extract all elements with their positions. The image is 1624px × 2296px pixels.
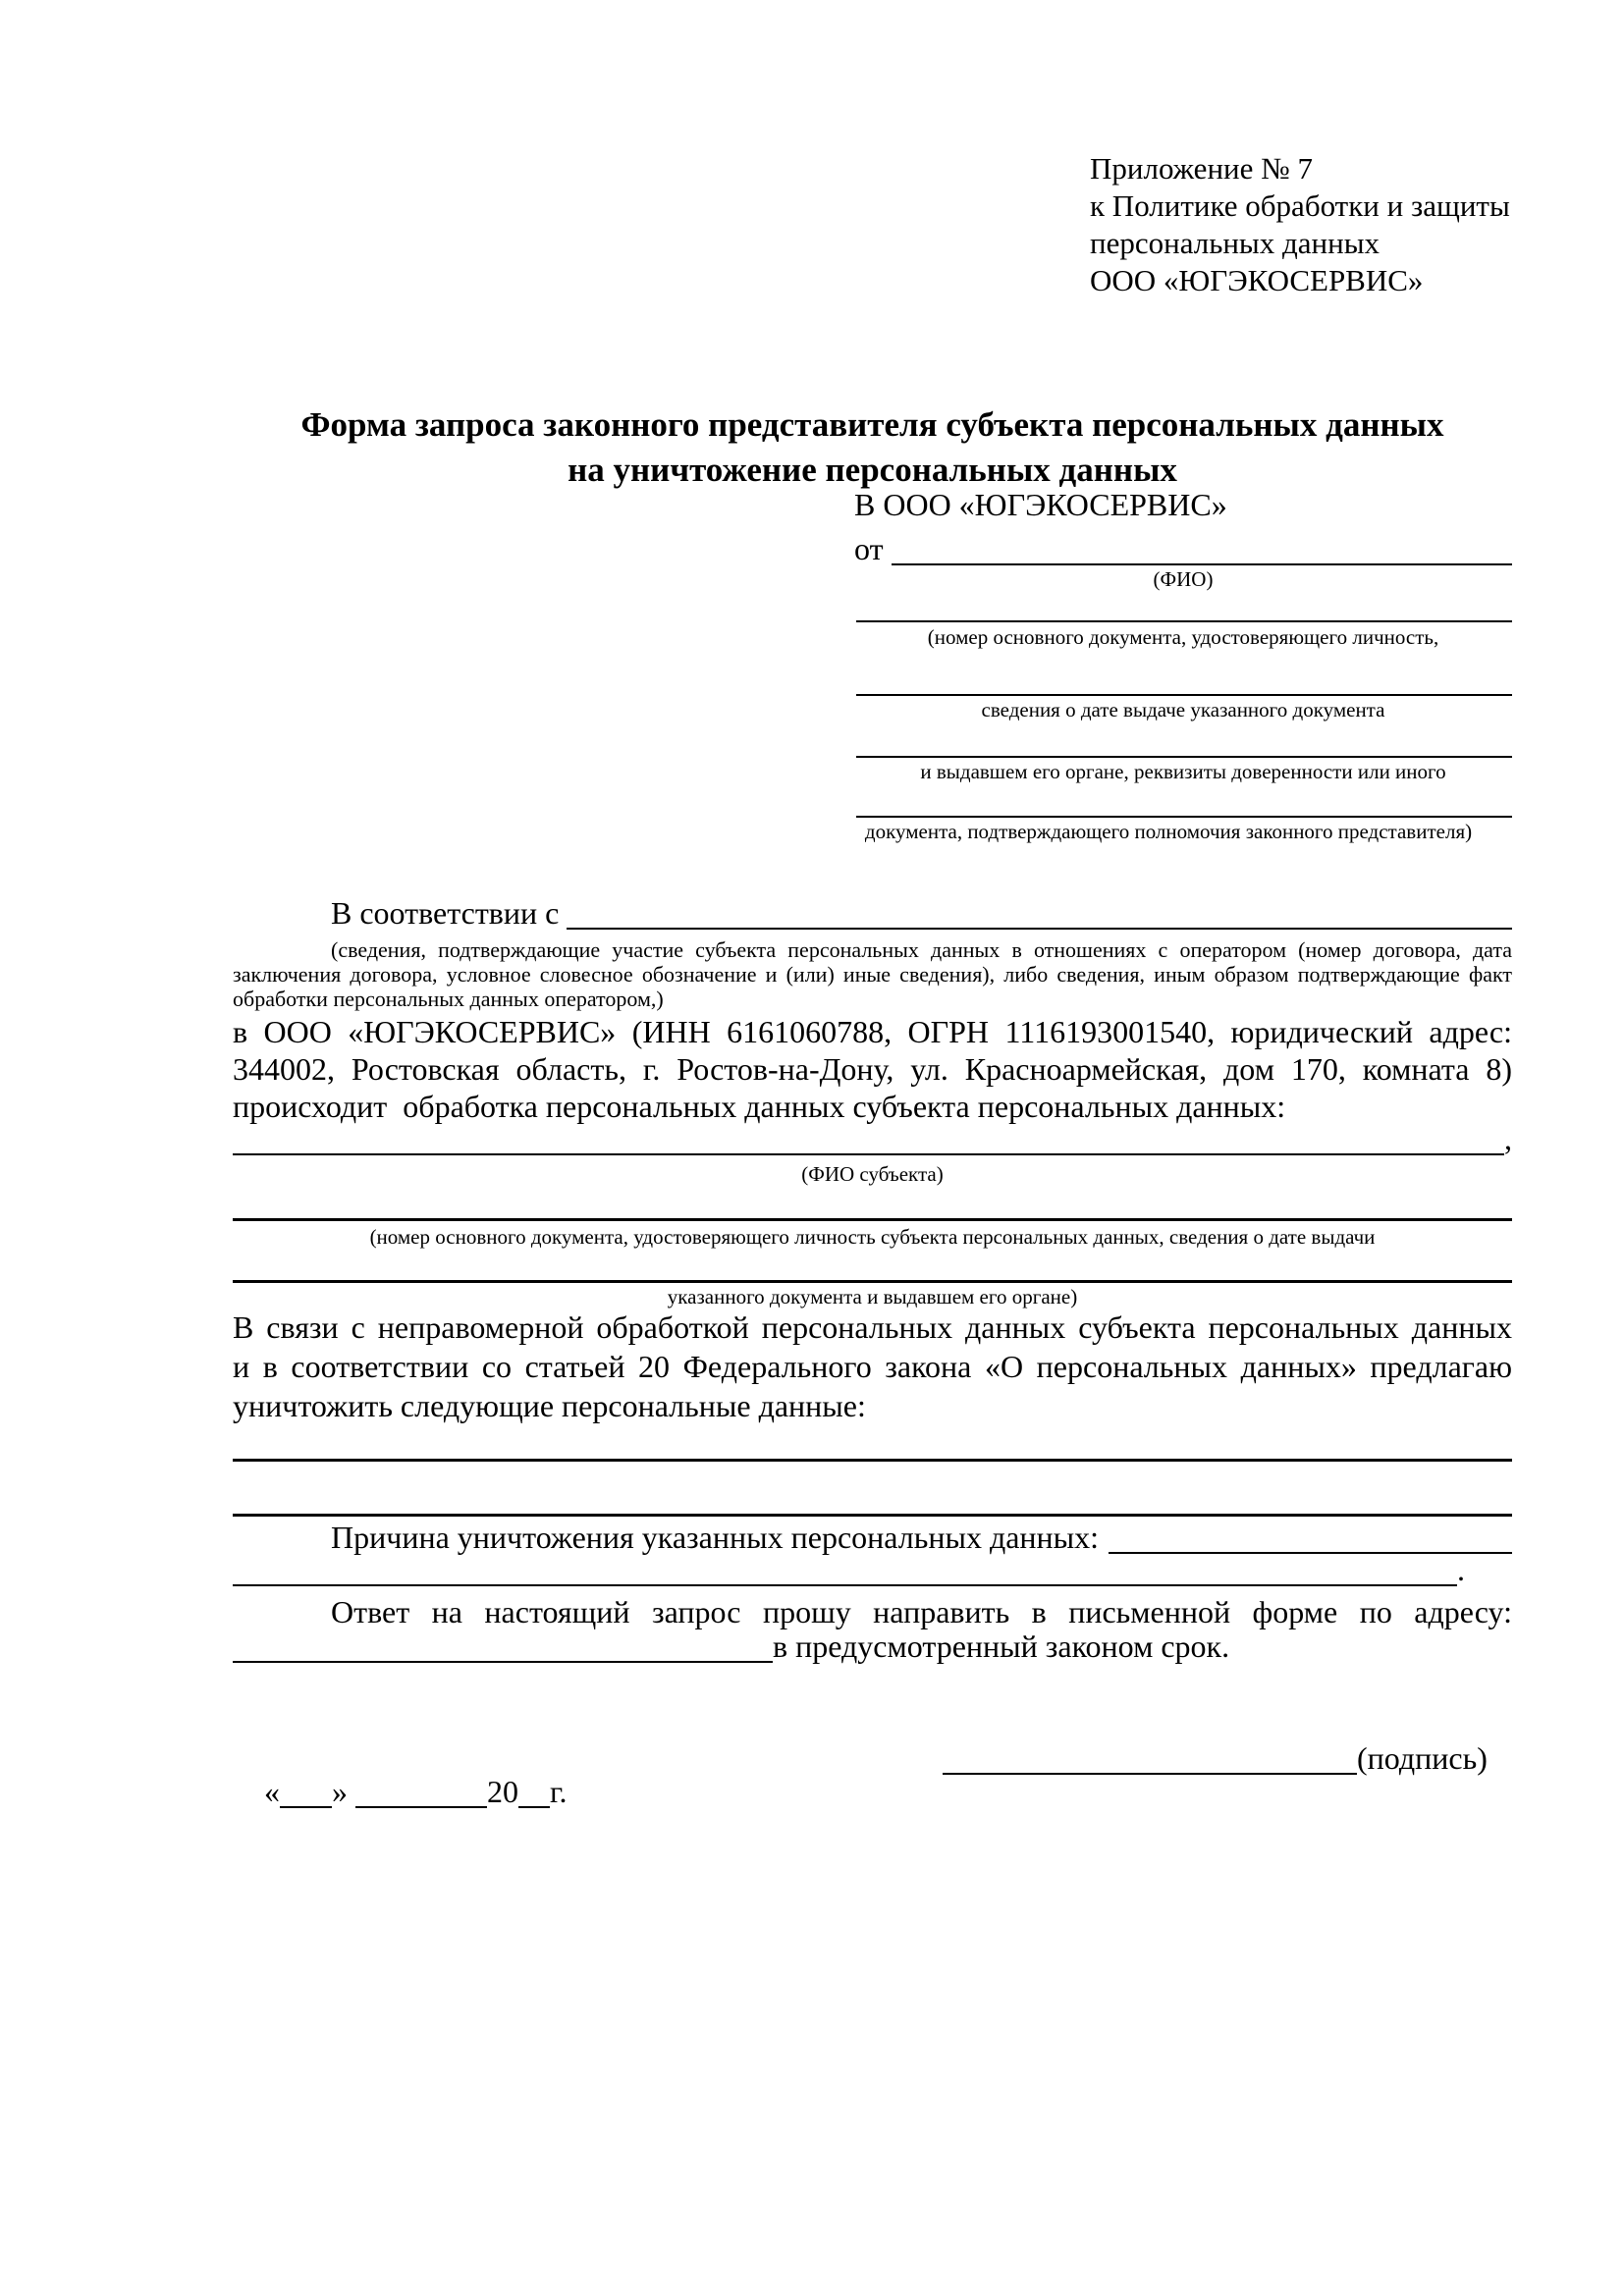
reply-address-blank (233, 1629, 773, 1663)
subject-fio-comma: , (1504, 1121, 1512, 1156)
subject-fio-row (233, 1122, 1512, 1155)
subject-fio-caption: (ФИО субъекта) (801, 1162, 944, 1186)
accordance-blank (567, 896, 1512, 930)
date-close-quote: » (332, 1774, 348, 1809)
operator-line2: 344002, Ростовская область, г. Ростов-на-Дону, ул. Красноармейская, дом 170, комната 8) (233, 1051, 1512, 1087)
accordance-row (233, 896, 1512, 930)
reason-row (233, 1521, 1512, 1554)
request-paragraph (233, 1308, 1512, 1425)
reason-blank (1109, 1521, 1512, 1554)
signature-row (943, 1741, 1512, 1775)
representative-doc-blank-3 (856, 756, 1512, 758)
appendix-line: ООО «ЮГЭКОСЕРВИС» (1090, 263, 1424, 297)
date-open-quote: « (264, 1774, 280, 1809)
data-to-destroy-blank-2 (233, 1514, 1512, 1517)
reason-continuation-row (233, 1553, 1465, 1586)
subject-doc-caption-2: указанного документа и выдавшем его органе) (667, 1285, 1078, 1308)
date-year-suffix: г. (550, 1774, 568, 1809)
fio-caption: (ФИО) (1153, 567, 1214, 591)
from-label: от (854, 531, 884, 566)
subject-doc-caption-1: (номер основного документа, удостоверяющего личность субъекта персональных данных, сведения о дате выдачи (369, 1225, 1376, 1249)
fineprint-line3: обработки персональных данных оператором,) (233, 987, 664, 1011)
operator-paragraph (233, 1013, 1512, 1125)
reason-blank-2 (233, 1553, 1457, 1586)
date-month-blank (355, 1800, 487, 1808)
subject-fio-blank (233, 1122, 1504, 1155)
form-title-line1: Форма запроса законного представителя субъекта персональных данных (300, 405, 1444, 444)
fineprint-line1: (сведения, подтверждающие участие субъекта персональных данных в отношениях с оператором (номер договора, дата (331, 937, 1512, 962)
blank-caption-3: и выдавшем его органе, реквизиты доверенности или иного (920, 760, 1446, 783)
from-row (854, 532, 1512, 565)
appendix-line: персональных данных (1090, 226, 1380, 260)
form-title-line2: на уничтожение персональных данных (568, 451, 1177, 489)
fineprint-line2: заключения договора, условное словесное обозначение и (или) иные сведения), либо сведения, иным образом подтверждающие факт (233, 962, 1512, 987)
appendix-line: Приложение № 7 (1090, 151, 1313, 186)
date-row (233, 1741, 568, 1809)
blank-caption-4: документа, подтверждающего полномочия законного представителя) (864, 820, 1473, 843)
blank-caption-1: (номер основного документа, удостоверяющего личность, (927, 625, 1439, 649)
signature-blank (943, 1741, 1357, 1775)
request-line1: В связи с неправомерной обработкой персональных данных субъекта персональных данных (233, 1309, 1512, 1345)
request-line2: и в соответствии со статьей 20 Федерального закона «О персональных данных» предлагаю (233, 1349, 1512, 1384)
reply-address-row (233, 1629, 1512, 1663)
recipient-line: В ООО «ЮГЭКОСЕРВИС» (854, 487, 1227, 522)
date-year-prefix: 20 (487, 1774, 518, 1809)
date-day-blank (280, 1800, 332, 1808)
request-line3: уничтожить следующие персональные данные: (233, 1388, 866, 1423)
representative-name-blank (892, 532, 1512, 565)
date-year-blank (518, 1800, 550, 1808)
appendix-block (1090, 150, 1522, 299)
appendix-line: к Политике обработки и защиты (1090, 188, 1510, 223)
operator-line3: происходит обработка персональных данных субъекта персональных данных: (233, 1089, 1286, 1124)
sentence-period: . (1457, 1552, 1465, 1587)
representative-doc-blank-2 (856, 694, 1512, 696)
blank-caption-2: сведения о дате выдаче указанного документа (981, 698, 1385, 721)
subject-doc-blank-1 (233, 1218, 1512, 1221)
form-title (233, 402, 1512, 493)
accordance-fineprint (233, 937, 1512, 1011)
reason-label: Причина уничтожения указанных персональных данных: (331, 1520, 1100, 1555)
reply-tail: в предусмотренный законом срок. (773, 1629, 1230, 1664)
signature-caption: (подпись) (1357, 1740, 1488, 1776)
data-to-destroy-blank-1 (233, 1459, 1512, 1462)
representative-doc-blank-1 (856, 620, 1512, 622)
reply-line: Ответ на настоящий запрос прошу направить в письменной форме по адресу: (331, 1594, 1512, 1629)
representative-doc-blank-4 (856, 816, 1512, 818)
operator-line1: в ООО «ЮГЭКОСЕРВИС» (ИНН 6161060788, ОГРН 1116193001540, юридический адрес: (233, 1014, 1512, 1049)
accordance-lead: В соответствии с (331, 895, 560, 931)
subject-doc-blank-2 (233, 1280, 1512, 1283)
